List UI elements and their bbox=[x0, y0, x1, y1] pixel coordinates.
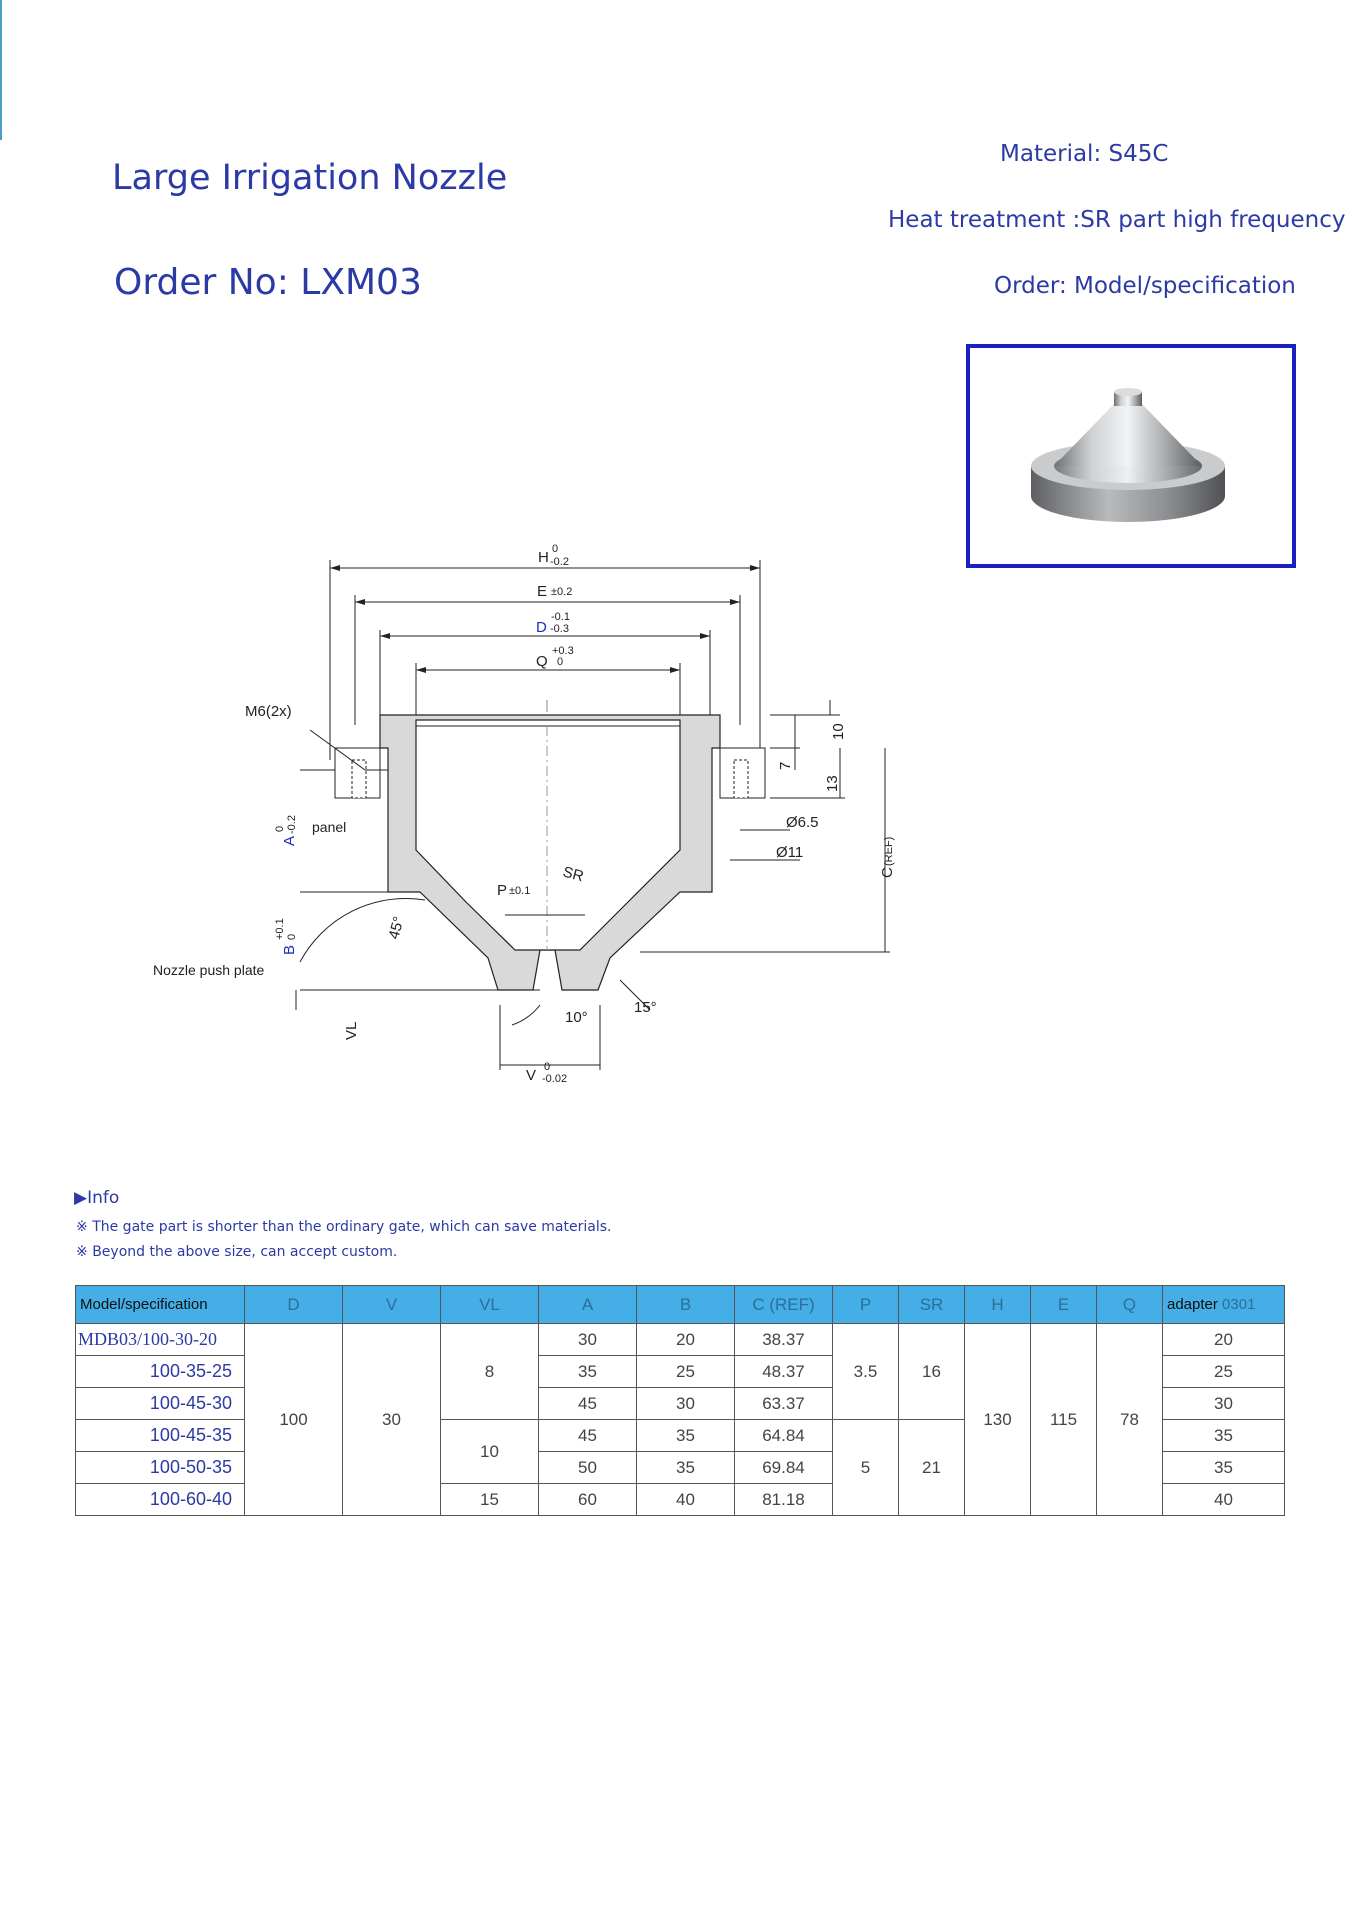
svg-text:+0.1: +0.1 bbox=[274, 918, 286, 940]
info-heading: ▶Info bbox=[74, 1188, 120, 1208]
label-10deg: 10° bbox=[565, 1009, 588, 1026]
label-c: C bbox=[879, 867, 896, 878]
label-45deg: 45° bbox=[385, 914, 408, 942]
svg-text:0: 0 bbox=[557, 656, 564, 668]
label-d: D bbox=[536, 619, 547, 636]
svg-text:10: 10 bbox=[830, 723, 847, 740]
svg-text:0: 0 bbox=[286, 933, 298, 940]
svg-text:-0.3: -0.3 bbox=[550, 623, 569, 635]
label-b: B bbox=[281, 944, 298, 955]
svg-text:0: 0 bbox=[552, 543, 559, 555]
svg-text:-0.2: -0.2 bbox=[550, 556, 569, 568]
spec-table bbox=[75, 1285, 1285, 1516]
svg-text:-0.02: -0.02 bbox=[542, 1073, 568, 1085]
table-row: 100-35-25 35 25 48.37 25 bbox=[76, 1356, 1285, 1388]
info-note: ※ The gate part is shorter than the ordinary gate, which can save materials. bbox=[76, 1219, 612, 1235]
label-push-plate: Nozzle push plate bbox=[153, 962, 265, 978]
play-triangle-icon: ▶ bbox=[74, 1188, 88, 1208]
svg-text:-0.1: -0.1 bbox=[551, 611, 570, 623]
label-p: P bbox=[497, 882, 508, 899]
technical-drawing bbox=[140, 530, 920, 1100]
svg-text:13: 13 bbox=[824, 775, 841, 792]
label-phi11: Ø11 bbox=[776, 844, 804, 861]
material-spec: Material: S45C bbox=[1000, 141, 1169, 167]
svg-text:±0.2: ±0.2 bbox=[551, 586, 573, 598]
reference-mark-icon: ※ bbox=[76, 1219, 88, 1235]
label-v: V bbox=[526, 1067, 537, 1084]
table-row: 100-60-40 15 60 40 81.18 40 bbox=[76, 1484, 1285, 1516]
label-h: H bbox=[538, 549, 549, 566]
page-title: Large Irrigation Nozzle bbox=[112, 158, 508, 198]
info-note: ※ Beyond the above size, can accept custom. bbox=[76, 1244, 398, 1260]
svg-text:0: 0 bbox=[274, 825, 286, 832]
label-vl: VL bbox=[343, 1021, 360, 1040]
svg-text:±0.1: ±0.1 bbox=[509, 885, 531, 897]
svg-text:0: 0 bbox=[544, 1061, 551, 1073]
svg-text:(REF): (REF) bbox=[883, 836, 895, 866]
page-edge-line bbox=[0, 0, 2, 140]
nozzle-photo-image bbox=[970, 348, 1292, 564]
table-row: 100-45-35 10 45 35 64.84 5 21 35 bbox=[76, 1420, 1285, 1452]
label-q: Q bbox=[536, 653, 548, 670]
label-m6: M6(2x) bbox=[245, 703, 292, 720]
product-photo bbox=[966, 344, 1296, 568]
table-row: 100-50-35 50 35 69.84 35 bbox=[76, 1452, 1285, 1484]
label-phi65: Ø6.5 bbox=[786, 814, 819, 831]
order-number: Order No: LXM03 bbox=[114, 262, 422, 303]
order-note: Order: Model/specification bbox=[994, 273, 1296, 299]
table-row: MDB03/100-30-20 100 30 8 30 20 38.37 3.5 16 130 115 78 20 bbox=[76, 1324, 1285, 1356]
label-sr: SR bbox=[560, 863, 586, 886]
table-header-row: Model/specification D V VL A B C (REF) P SR H E Q adapter 0301 bbox=[76, 1286, 1285, 1324]
label-a: A bbox=[281, 835, 298, 846]
table-row: 100-45-30 45 30 63.37 30 bbox=[76, 1388, 1285, 1420]
adapter-header: adapter 0301 bbox=[1163, 1286, 1285, 1324]
svg-text:7: 7 bbox=[777, 761, 794, 770]
label-e: E bbox=[537, 583, 548, 600]
svg-text:-0.2: -0.2 bbox=[286, 815, 298, 834]
heat-treatment-spec: Heat treatment :SR part high frequency bbox=[888, 207, 1346, 233]
svg-text:+0.3: +0.3 bbox=[552, 645, 574, 657]
reference-mark-icon: ※ bbox=[76, 1244, 88, 1260]
label-15deg: 15° bbox=[634, 999, 657, 1016]
label-panel: panel bbox=[312, 819, 347, 835]
